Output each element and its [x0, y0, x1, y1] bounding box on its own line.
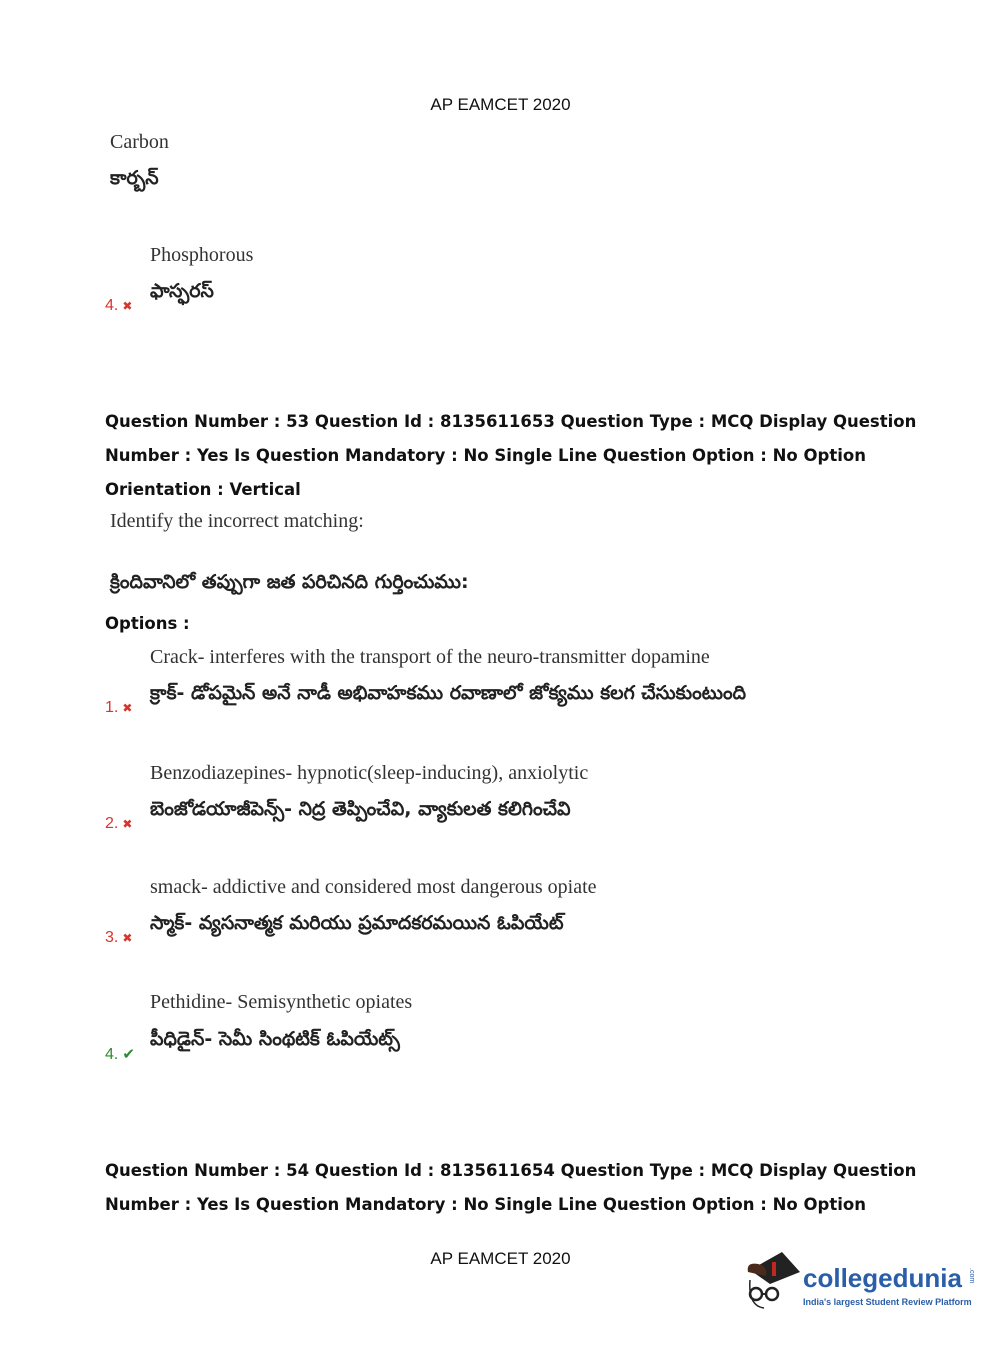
wrong-icon: ✖ — [122, 817, 133, 831]
logo-tagline: India's largest Student Review Platform — [803, 1297, 972, 1307]
option-text-te: ఫాస్ఫరస్ — [150, 280, 214, 302]
option-number — [105, 699, 132, 717]
question-text-te: క్రిందివానిలో తప్పుగా జత పరిచినది గుర్తించుము: — [110, 571, 469, 593]
options-label: Options : — [105, 614, 190, 633]
option-number — [105, 1045, 135, 1064]
option-text-en: smack- addictive and considered most dangerous opiate — [150, 876, 597, 898]
option-number-label: 3. — [105, 929, 119, 946]
option-number-label: 1. — [105, 699, 119, 716]
option-text-te: స్మాక్- వ్యసనాత్మక మరియు ప్రమాదకరమయిన ఓపియేట్ — [150, 912, 564, 934]
option-text-te: బెంజోడయాజీపెన్స్- నిద్ర తెప్పించేవి, వ్యాకులత కలిగించేవి — [150, 798, 571, 820]
correct-icon: ✔ — [122, 1046, 135, 1063]
option-text-en: Phosphorous — [150, 244, 254, 266]
page-header: AP EAMCET 2020 — [430, 95, 571, 114]
option-text-te: క్రాక్- డోపమైన్ అనే నాడీ అభివాహకము రవాణాలో జోక్యము కలగ చేసుకుంటుంది — [150, 682, 747, 704]
question-meta: Question Number : 54 Question Id : 8135611654 Question Type : MCQ Display Question — [105, 1161, 917, 1180]
option-text-en: Pethidine- Semisynthetic opiates — [150, 991, 413, 1013]
question-meta: Number : Yes Is Question Mandatory : No Single Line Question Option : No Option — [105, 446, 866, 465]
option-text-te: పీధిడైన్- సెమీ సింథటిక్ ఓపియేట్స్ — [150, 1028, 400, 1050]
question-meta: Number : Yes Is Question Mandatory : No Single Line Question Option : No Option — [105, 1195, 866, 1214]
option-number — [105, 929, 132, 947]
option-number — [105, 815, 132, 833]
wrong-icon: ✖ — [122, 931, 133, 945]
option-number — [105, 297, 132, 315]
question-meta: Question Number : 53 Question Id : 8135611653 Question Type : MCQ Display Question — [105, 412, 917, 431]
wrong-icon: ✖ — [122, 701, 133, 715]
collegedunia-mascot-icon — [742, 1250, 802, 1314]
option-text-en: Carbon — [110, 131, 169, 153]
option-text-en: Crack- interferes with the transport of the neuro-transmitter dopamine — [150, 646, 710, 668]
logo-tld: .com — [968, 1268, 975, 1284]
collegedunia-logo: collegedunia — [803, 1263, 962, 1293]
option-number-label: 4. — [105, 297, 119, 314]
option-number-label: 4. — [105, 1046, 119, 1063]
wrong-icon: ✖ — [122, 299, 133, 313]
option-text-te: కార్బన్ — [110, 167, 159, 189]
option-text-en: Benzodiazepines- hypnotic(sleep-inducing), anxiolytic — [150, 762, 589, 784]
question-text-en: Identify the incorrect matching: — [110, 510, 364, 532]
option-number-label: 2. — [105, 815, 119, 832]
question-meta: Orientation : Vertical — [105, 480, 301, 499]
page-footer: AP EAMCET 2020 — [430, 1249, 571, 1268]
